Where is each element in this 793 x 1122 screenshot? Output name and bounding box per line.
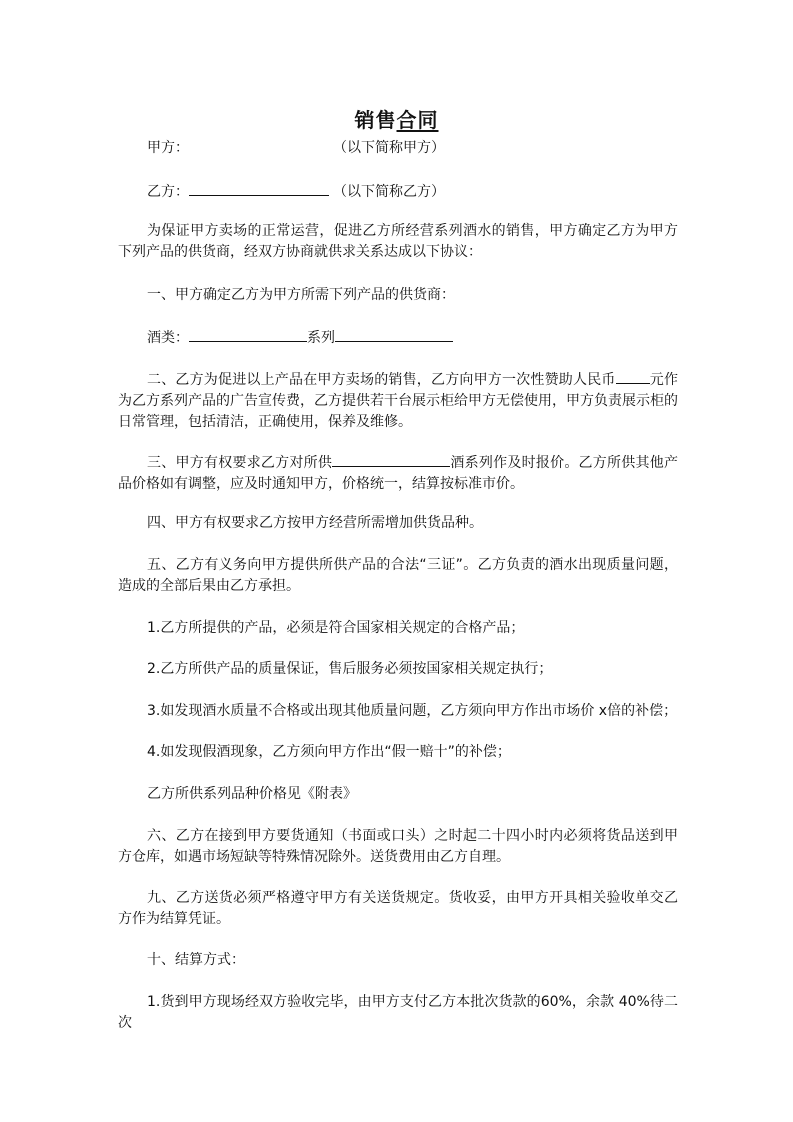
clause-5-item-4: 4.如发现假酒现象，乙方须向甲方作出“假一赔十”的补偿； [147, 744, 511, 760]
clause-5: 五、乙方有义务向甲方提供所供产品的合法“三证”。乙方负责的酒水出现质量问题，造成的全部后果由乙方承担。 [118, 557, 678, 594]
title-part-2: 合同 [396, 108, 439, 132]
liquor-line [147, 326, 453, 348]
liquor-label: 酒类： [147, 330, 189, 346]
clause-2 [118, 368, 678, 433]
clause-3-part-a: 三、甲方有权要求乙方对所供 [147, 455, 333, 471]
clause-10: 十、结算方式： [147, 952, 245, 968]
price-note: 乙方所供系列品种价格见《附表》 [147, 786, 357, 802]
party-a-line [147, 138, 445, 158]
clause-3 [118, 451, 678, 495]
clause-5-item-1: 1.乙方所提供的产品，必须是符合国家相关规定的合格产品； [147, 620, 525, 636]
intro-paragraph: 为保证甲方卖场的正常运营，促进乙方所经营系列酒水的销售，甲方确定乙方为甲方下列产品的供货商，经双方协商就供求关系达成以下协议： [118, 223, 678, 260]
series-label: 系列 [307, 330, 335, 346]
party-b-line [147, 180, 445, 202]
title-part-1: 销售 [354, 108, 397, 132]
clause-6: 六、乙方在接到甲方要货通知（书面或口头）之时起二十四小时内必须将货品送到甲方仓库，如遇市场短缺等特殊情况除外。送货费用由乙方自理。 [118, 828, 678, 865]
clause-2-part-b: 元作为乙方系列产品的广告宣传费，乙方提供若干台展示柜给甲方无偿使用，甲方负责展示柜的日常管理，包括清洁，正确使用，保养及维修。 [118, 372, 679, 430]
party-b-abbr: （以下简称乙方） [333, 184, 445, 200]
party-b-label: 乙方： [147, 184, 189, 200]
sponsor-amount-blank [616, 368, 650, 384]
document-title [0, 104, 793, 133]
clause-4: 四、甲方有权要求乙方按甲方经营所需增加供货品种。 [147, 515, 483, 531]
party-b-name-blank [189, 180, 329, 196]
series-blank [335, 326, 453, 342]
party-a-label: 甲方： [147, 140, 189, 156]
clause-9: 九、乙方送货必须严格遵守甲方有关送货规定。货收妥，由甲方开具相关验收单交乙方作为结算凭证。 [118, 890, 678, 927]
clause-1: 一、甲方确定乙方为甲方所需下列产品的供货商： [147, 287, 455, 303]
party-a-abbr: （以下简称甲方） [333, 140, 445, 156]
liquor-series-blank [332, 451, 450, 467]
clause-5-item-3: 3.如发现酒水质量不合格或出现其他质量问题，乙方须向甲方作出市场价 x倍的补偿； [147, 703, 678, 719]
settlement-item-1: 1.货到甲方现场经双方验收完毕，由甲方支付乙方本批次货款的60%，余款 40%待二次 [118, 994, 678, 1031]
clause-5-item-2: 2.乙方所供产品的质量保证，售后服务必须按国家相关规定执行； [147, 661, 553, 677]
clause-3-part-b: 酒系列作及时报价。乙方所供其他产品价格如有调整，应及时通知甲方，价格统一，结算按标准市价。 [118, 455, 679, 492]
clause-2-part-a: 二、乙方为促进以上产品在甲方卖场的销售，乙方向甲方一次性赞助人民币 [147, 372, 616, 388]
liquor-blank [189, 326, 307, 342]
